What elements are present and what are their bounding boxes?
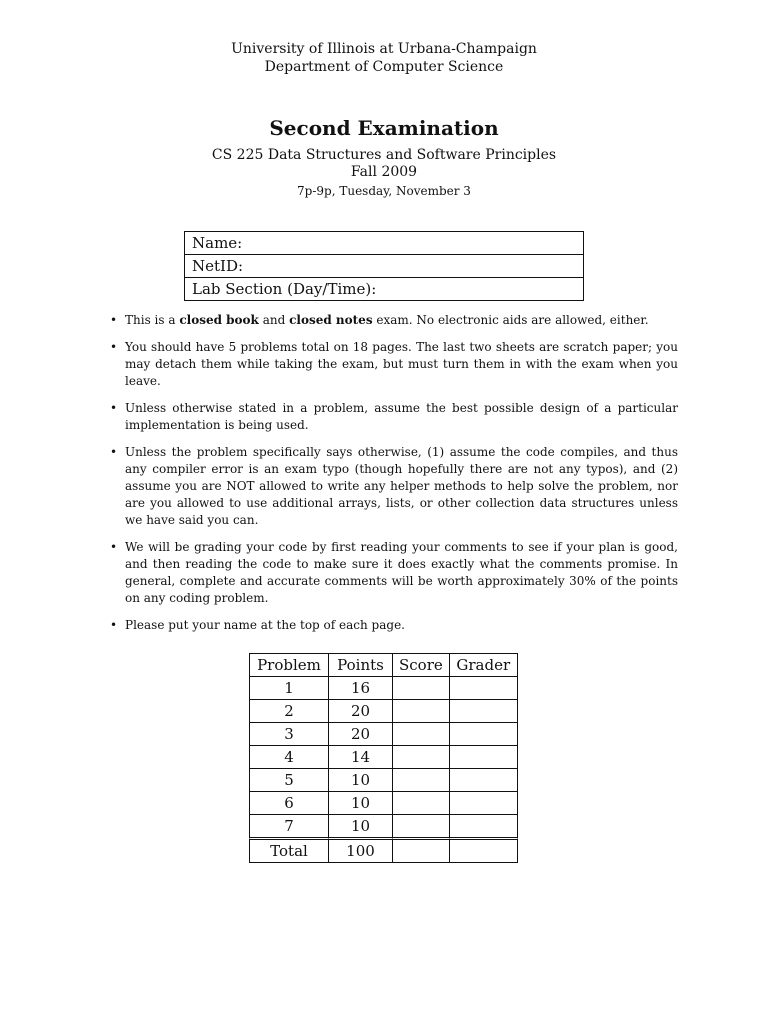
instruction-bold-text: closed notes — [289, 313, 373, 327]
problem-cell: 6 — [249, 791, 328, 814]
score-cell[interactable] — [392, 768, 449, 791]
lab-section-field[interactable] — [185, 278, 583, 300]
netid-label: NetID: — [192, 257, 244, 275]
problem-cell: 5 — [249, 768, 328, 791]
points-cell: 20 — [328, 722, 392, 745]
instruction-item: • You should have 5 problems total on 18 pages. The last two sheets are scratch paper; you may detach them while taking the exam, but must turn them in with the exam when you leave. — [110, 339, 678, 390]
header-points: Points — [328, 653, 392, 676]
score-cell[interactable] — [392, 745, 449, 768]
points-cell: 14 — [328, 745, 392, 768]
points-cell: 10 — [328, 791, 392, 814]
table-row — [249, 814, 518, 837]
header-score: Score — [392, 653, 449, 676]
score-cell[interactable] — [392, 699, 449, 722]
name-label: Name: — [192, 234, 243, 252]
total-score-cell[interactable] — [392, 837, 449, 863]
netid-field[interactable] — [185, 255, 583, 278]
grader-cell[interactable] — [449, 768, 518, 791]
table-row — [249, 722, 518, 745]
score-cell[interactable] — [392, 814, 449, 837]
instruction-item: • Unless the problem specifically says otherwise, (1) assume the code compiles, and thus any compiler error is an exam typo (though hopefully there are not any typos), and (2) assume you are NOT allowed to write any helper methods to help solve the problem, nor are you allowed to use additional arrays, lists, or other collection data structures unless we have said you can. — [110, 444, 678, 529]
total-row — [249, 837, 518, 863]
department-name: Department of Computer Science — [264, 59, 504, 75]
score-table — [249, 653, 518, 863]
problem-cell: 3 — [249, 722, 328, 745]
problem-cell: 2 — [249, 699, 328, 722]
table-row — [249, 745, 518, 768]
exam-datetime: 7p-9p, Tuesday, November 3 — [297, 184, 471, 198]
table-row — [249, 791, 518, 814]
table-row — [249, 676, 518, 699]
course-term: Fall 2009 — [350, 164, 418, 180]
total-label-cell: Total — [249, 837, 328, 863]
points-cell: 10 — [328, 814, 392, 837]
grader-cell[interactable] — [449, 745, 518, 768]
grader-cell[interactable] — [449, 699, 518, 722]
course-name: CS 225 Data Structures and Software Principles — [211, 147, 557, 163]
instruction-item: • Please put your name at the top of each page. — [110, 617, 678, 634]
university-name: University of Illinois at Urbana-Champaign — [231, 41, 537, 57]
instruction-item: • Unless otherwise stated in a problem, assume the best possible design of a particular implementation is being used. — [110, 400, 678, 434]
lab-section-label: Lab Section (Day/Time): — [192, 280, 377, 298]
score-cell[interactable] — [392, 676, 449, 699]
table-row — [249, 699, 518, 722]
table-row — [249, 768, 518, 791]
header-grader: Grader — [449, 653, 518, 676]
problem-cell: 1 — [249, 676, 328, 699]
grader-cell[interactable] — [449, 722, 518, 745]
score-cell[interactable] — [392, 722, 449, 745]
score-cell[interactable] — [392, 791, 449, 814]
course-info — [0, 147, 768, 200]
institution-header — [0, 40, 768, 76]
total-grader-cell[interactable] — [449, 837, 518, 863]
problem-cell: 7 — [249, 814, 328, 837]
instruction-text: and — [258, 313, 290, 327]
problem-cell: 4 — [249, 745, 328, 768]
grader-cell[interactable] — [449, 814, 518, 837]
grader-cell[interactable] — [449, 791, 518, 814]
exam-title: Second Examination — [269, 116, 499, 140]
total-points-cell: 100 — [328, 837, 392, 863]
instructions-list — [110, 312, 678, 644]
score-table-header-row — [249, 653, 518, 676]
grader-cell[interactable] — [449, 676, 518, 699]
header-problem: Problem — [249, 653, 328, 676]
instruction-text: This is a — [125, 313, 180, 327]
student-id-box — [184, 231, 584, 301]
points-cell: 16 — [328, 676, 392, 699]
instruction-text: exam. No electronic aids are allowed, either. — [372, 313, 649, 327]
name-field[interactable] — [185, 232, 583, 255]
instruction-bold-text: closed book — [179, 313, 259, 327]
points-cell: 10 — [328, 768, 392, 791]
points-cell: 20 — [328, 699, 392, 722]
instruction-item — [110, 312, 678, 329]
instruction-item: • We will be grading your code by first reading your comments to see if your plan is good, and then reading the code to make sure it does exactly what the comments promise. In general, complete and accurate comments will be worth approximately 30% of the points on any coding problem. — [110, 539, 678, 607]
